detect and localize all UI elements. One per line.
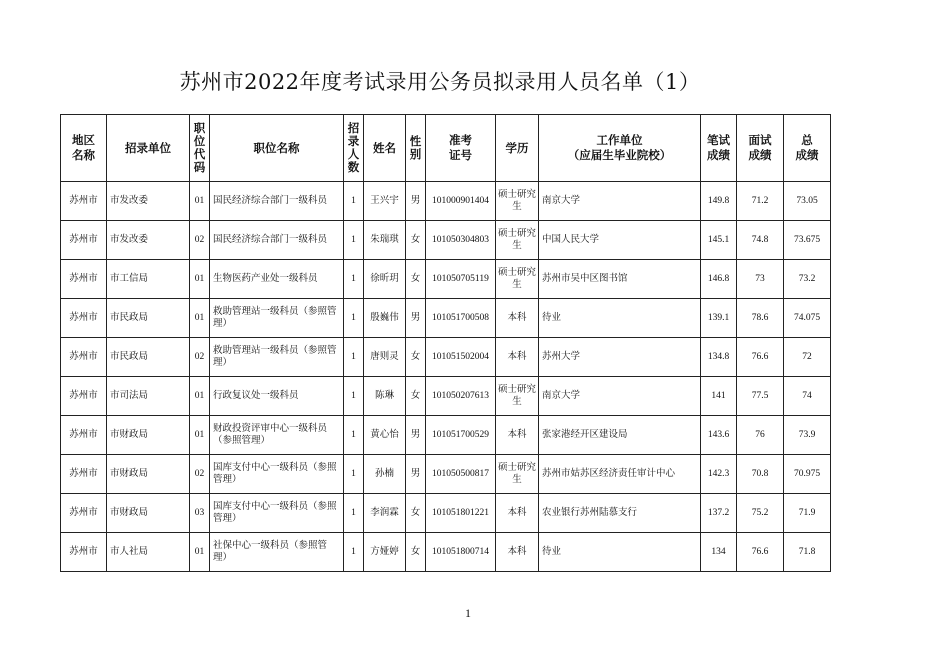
cell-edu: 硕士研究生 (496, 260, 539, 299)
cell-count: 1 (344, 533, 364, 572)
cell-written: 141 (701, 377, 737, 416)
cell-area: 苏州市 (61, 338, 107, 377)
header-row (61, 115, 831, 182)
cell-ticket: 101051502004 (426, 338, 496, 377)
cell-work: 南京大学 (539, 377, 701, 416)
recruitment-table (60, 114, 831, 572)
cell-written: 143.6 (701, 416, 737, 455)
cell-name: 唐则灵 (364, 338, 406, 377)
cell-unit: 市工信局 (107, 260, 190, 299)
cell-code: 01 (190, 416, 210, 455)
cell-name: 殷巍伟 (364, 299, 406, 338)
cell-interview: 77.5 (737, 377, 784, 416)
page-title: 苏州市2022年度考试录用公务员拟录用人员名单（1） (179, 70, 701, 94)
cell-gender: 女 (406, 221, 426, 260)
table-row (61, 182, 831, 221)
cell-written: 137.2 (701, 494, 737, 533)
cell-gender: 女 (406, 533, 426, 572)
cell-position: 社保中心一级科员（参照管理） (210, 533, 344, 572)
cell-count: 1 (344, 260, 364, 299)
cell-ticket: 101050207613 (426, 377, 496, 416)
cell-area: 苏州市 (61, 221, 107, 260)
cell-gender: 男 (406, 182, 426, 221)
cell-gender: 男 (406, 299, 426, 338)
cell-edu: 本科 (496, 338, 539, 377)
cell-edu: 本科 (496, 299, 539, 338)
cell-edu: 硕士研究生 (496, 455, 539, 494)
cell-ticket: 101000901404 (426, 182, 496, 221)
cell-unit: 市人社局 (107, 533, 190, 572)
cell-area: 苏州市 (61, 455, 107, 494)
cell-position: 财政投资评审中心一级科员（参照管理） (210, 416, 344, 455)
cell-total: 71.8 (784, 533, 831, 572)
cell-gender: 男 (406, 455, 426, 494)
cell-position: 国库支付中心一级科员（参照管理） (210, 494, 344, 533)
cell-name: 孙楠 (364, 455, 406, 494)
cell-work: 待业 (539, 299, 701, 338)
cell-count: 1 (344, 494, 364, 533)
cell-ticket: 101050500817 (426, 455, 496, 494)
cell-written: 146.8 (701, 260, 737, 299)
cell-total: 70.975 (784, 455, 831, 494)
col-total: 总 成绩 (784, 115, 831, 182)
cell-work: 中国人民大学 (539, 221, 701, 260)
cell-edu: 硕士研究生 (496, 182, 539, 221)
cell-edu: 本科 (496, 533, 539, 572)
cell-position: 国民经济综合部门一级科员 (210, 182, 344, 221)
cell-interview: 74.8 (737, 221, 784, 260)
cell-total: 71.9 (784, 494, 831, 533)
cell-interview: 71.2 (737, 182, 784, 221)
cell-count: 1 (344, 182, 364, 221)
col-written: 笔试 成绩 (701, 115, 737, 182)
cell-code: 02 (190, 338, 210, 377)
cell-unit: 市发改委 (107, 182, 190, 221)
cell-gender: 女 (406, 377, 426, 416)
cell-gender: 女 (406, 338, 426, 377)
cell-interview: 73 (737, 260, 784, 299)
col-unit: 招录单位 (107, 115, 190, 182)
cell-position: 行政复议处一级科员 (210, 377, 344, 416)
cell-interview: 75.2 (737, 494, 784, 533)
page-number: 1 (465, 606, 471, 620)
cell-code: 02 (190, 221, 210, 260)
col-count: 招录人数 (344, 115, 364, 182)
cell-gender: 女 (406, 260, 426, 299)
table-row (61, 221, 831, 260)
cell-area: 苏州市 (61, 182, 107, 221)
cell-area: 苏州市 (61, 299, 107, 338)
cell-total: 73.2 (784, 260, 831, 299)
cell-gender: 男 (406, 416, 426, 455)
cell-position: 救助管理站一级科员（参照管理） (210, 338, 344, 377)
cell-written: 142.3 (701, 455, 737, 494)
col-code: 职位代码 (190, 115, 210, 182)
cell-edu: 硕士研究生 (496, 221, 539, 260)
cell-area: 苏州市 (61, 416, 107, 455)
col-edu: 学历 (496, 115, 539, 182)
cell-edu: 硕士研究生 (496, 377, 539, 416)
cell-edu: 本科 (496, 494, 539, 533)
cell-gender: 女 (406, 494, 426, 533)
cell-work: 苏州大学 (539, 338, 701, 377)
col-ticket: 准考 证号 (426, 115, 496, 182)
cell-work: 农业银行苏州陆慕支行 (539, 494, 701, 533)
cell-ticket: 101051700529 (426, 416, 496, 455)
col-gender: 性别 (406, 115, 426, 182)
col-position: 职位名称 (210, 115, 344, 182)
cell-total: 74 (784, 377, 831, 416)
cell-unit: 市民政局 (107, 299, 190, 338)
cell-name: 朱瑞琪 (364, 221, 406, 260)
col-area: 地区 名称 (61, 115, 107, 182)
cell-total: 73.675 (784, 221, 831, 260)
cell-interview: 76.6 (737, 533, 784, 572)
table-row (61, 299, 831, 338)
cell-unit: 市财政局 (107, 494, 190, 533)
cell-name: 王兴宇 (364, 182, 406, 221)
col-work: 工作单位 （应届生毕业院校） (539, 115, 701, 182)
cell-total: 73.9 (784, 416, 831, 455)
cell-total: 73.05 (784, 182, 831, 221)
cell-unit: 市发改委 (107, 221, 190, 260)
cell-area: 苏州市 (61, 533, 107, 572)
cell-count: 1 (344, 338, 364, 377)
table-row (61, 455, 831, 494)
cell-name: 徐昕玥 (364, 260, 406, 299)
cell-code: 01 (190, 260, 210, 299)
cell-work: 待业 (539, 533, 701, 572)
table-row (61, 338, 831, 377)
cell-ticket: 101051700508 (426, 299, 496, 338)
cell-count: 1 (344, 299, 364, 338)
cell-work: 苏州市吴中区图书馆 (539, 260, 701, 299)
cell-ticket: 101051800714 (426, 533, 496, 572)
cell-edu: 本科 (496, 416, 539, 455)
cell-ticket: 101050304803 (426, 221, 496, 260)
table-row (61, 494, 831, 533)
cell-name: 李润霖 (364, 494, 406, 533)
cell-written: 134.8 (701, 338, 737, 377)
cell-position: 国民经济综合部门一级科员 (210, 221, 344, 260)
table-row (61, 416, 831, 455)
cell-name: 黄心怡 (364, 416, 406, 455)
cell-name: 陈琳 (364, 377, 406, 416)
table-row (61, 533, 831, 572)
cell-position: 生物医药产业处一级科员 (210, 260, 344, 299)
cell-code: 01 (190, 377, 210, 416)
col-interview: 面试 成绩 (737, 115, 784, 182)
cell-work: 苏州市姑苏区经济责任审计中心 (539, 455, 701, 494)
table-row (61, 377, 831, 416)
cell-count: 1 (344, 455, 364, 494)
col-name: 姓名 (364, 115, 406, 182)
cell-written: 149.8 (701, 182, 737, 221)
cell-count: 1 (344, 221, 364, 260)
cell-ticket: 101051801221 (426, 494, 496, 533)
cell-total: 72 (784, 338, 831, 377)
cell-code: 02 (190, 455, 210, 494)
cell-unit: 市司法局 (107, 377, 190, 416)
cell-code: 01 (190, 299, 210, 338)
cell-count: 1 (344, 416, 364, 455)
cell-interview: 76.6 (737, 338, 784, 377)
cell-position: 国库支付中心一级科员（参照管理） (210, 455, 344, 494)
cell-interview: 76 (737, 416, 784, 455)
cell-unit: 市财政局 (107, 416, 190, 455)
cell-area: 苏州市 (61, 494, 107, 533)
cell-area: 苏州市 (61, 260, 107, 299)
cell-name: 方娅婷 (364, 533, 406, 572)
cell-interview: 70.8 (737, 455, 784, 494)
cell-written: 139.1 (701, 299, 737, 338)
cell-total: 74.075 (784, 299, 831, 338)
cell-interview: 78.6 (737, 299, 784, 338)
cell-code: 03 (190, 494, 210, 533)
cell-work: 南京大学 (539, 182, 701, 221)
cell-work: 张家港经开区建设局 (539, 416, 701, 455)
table-row (61, 260, 831, 299)
cell-written: 134 (701, 533, 737, 572)
cell-ticket: 101050705119 (426, 260, 496, 299)
cell-unit: 市民政局 (107, 338, 190, 377)
cell-position: 救助管理站一级科员（参照管理） (210, 299, 344, 338)
cell-unit: 市财政局 (107, 455, 190, 494)
cell-code: 01 (190, 182, 210, 221)
cell-count: 1 (344, 377, 364, 416)
cell-area: 苏州市 (61, 377, 107, 416)
cell-code: 01 (190, 533, 210, 572)
cell-written: 145.1 (701, 221, 737, 260)
